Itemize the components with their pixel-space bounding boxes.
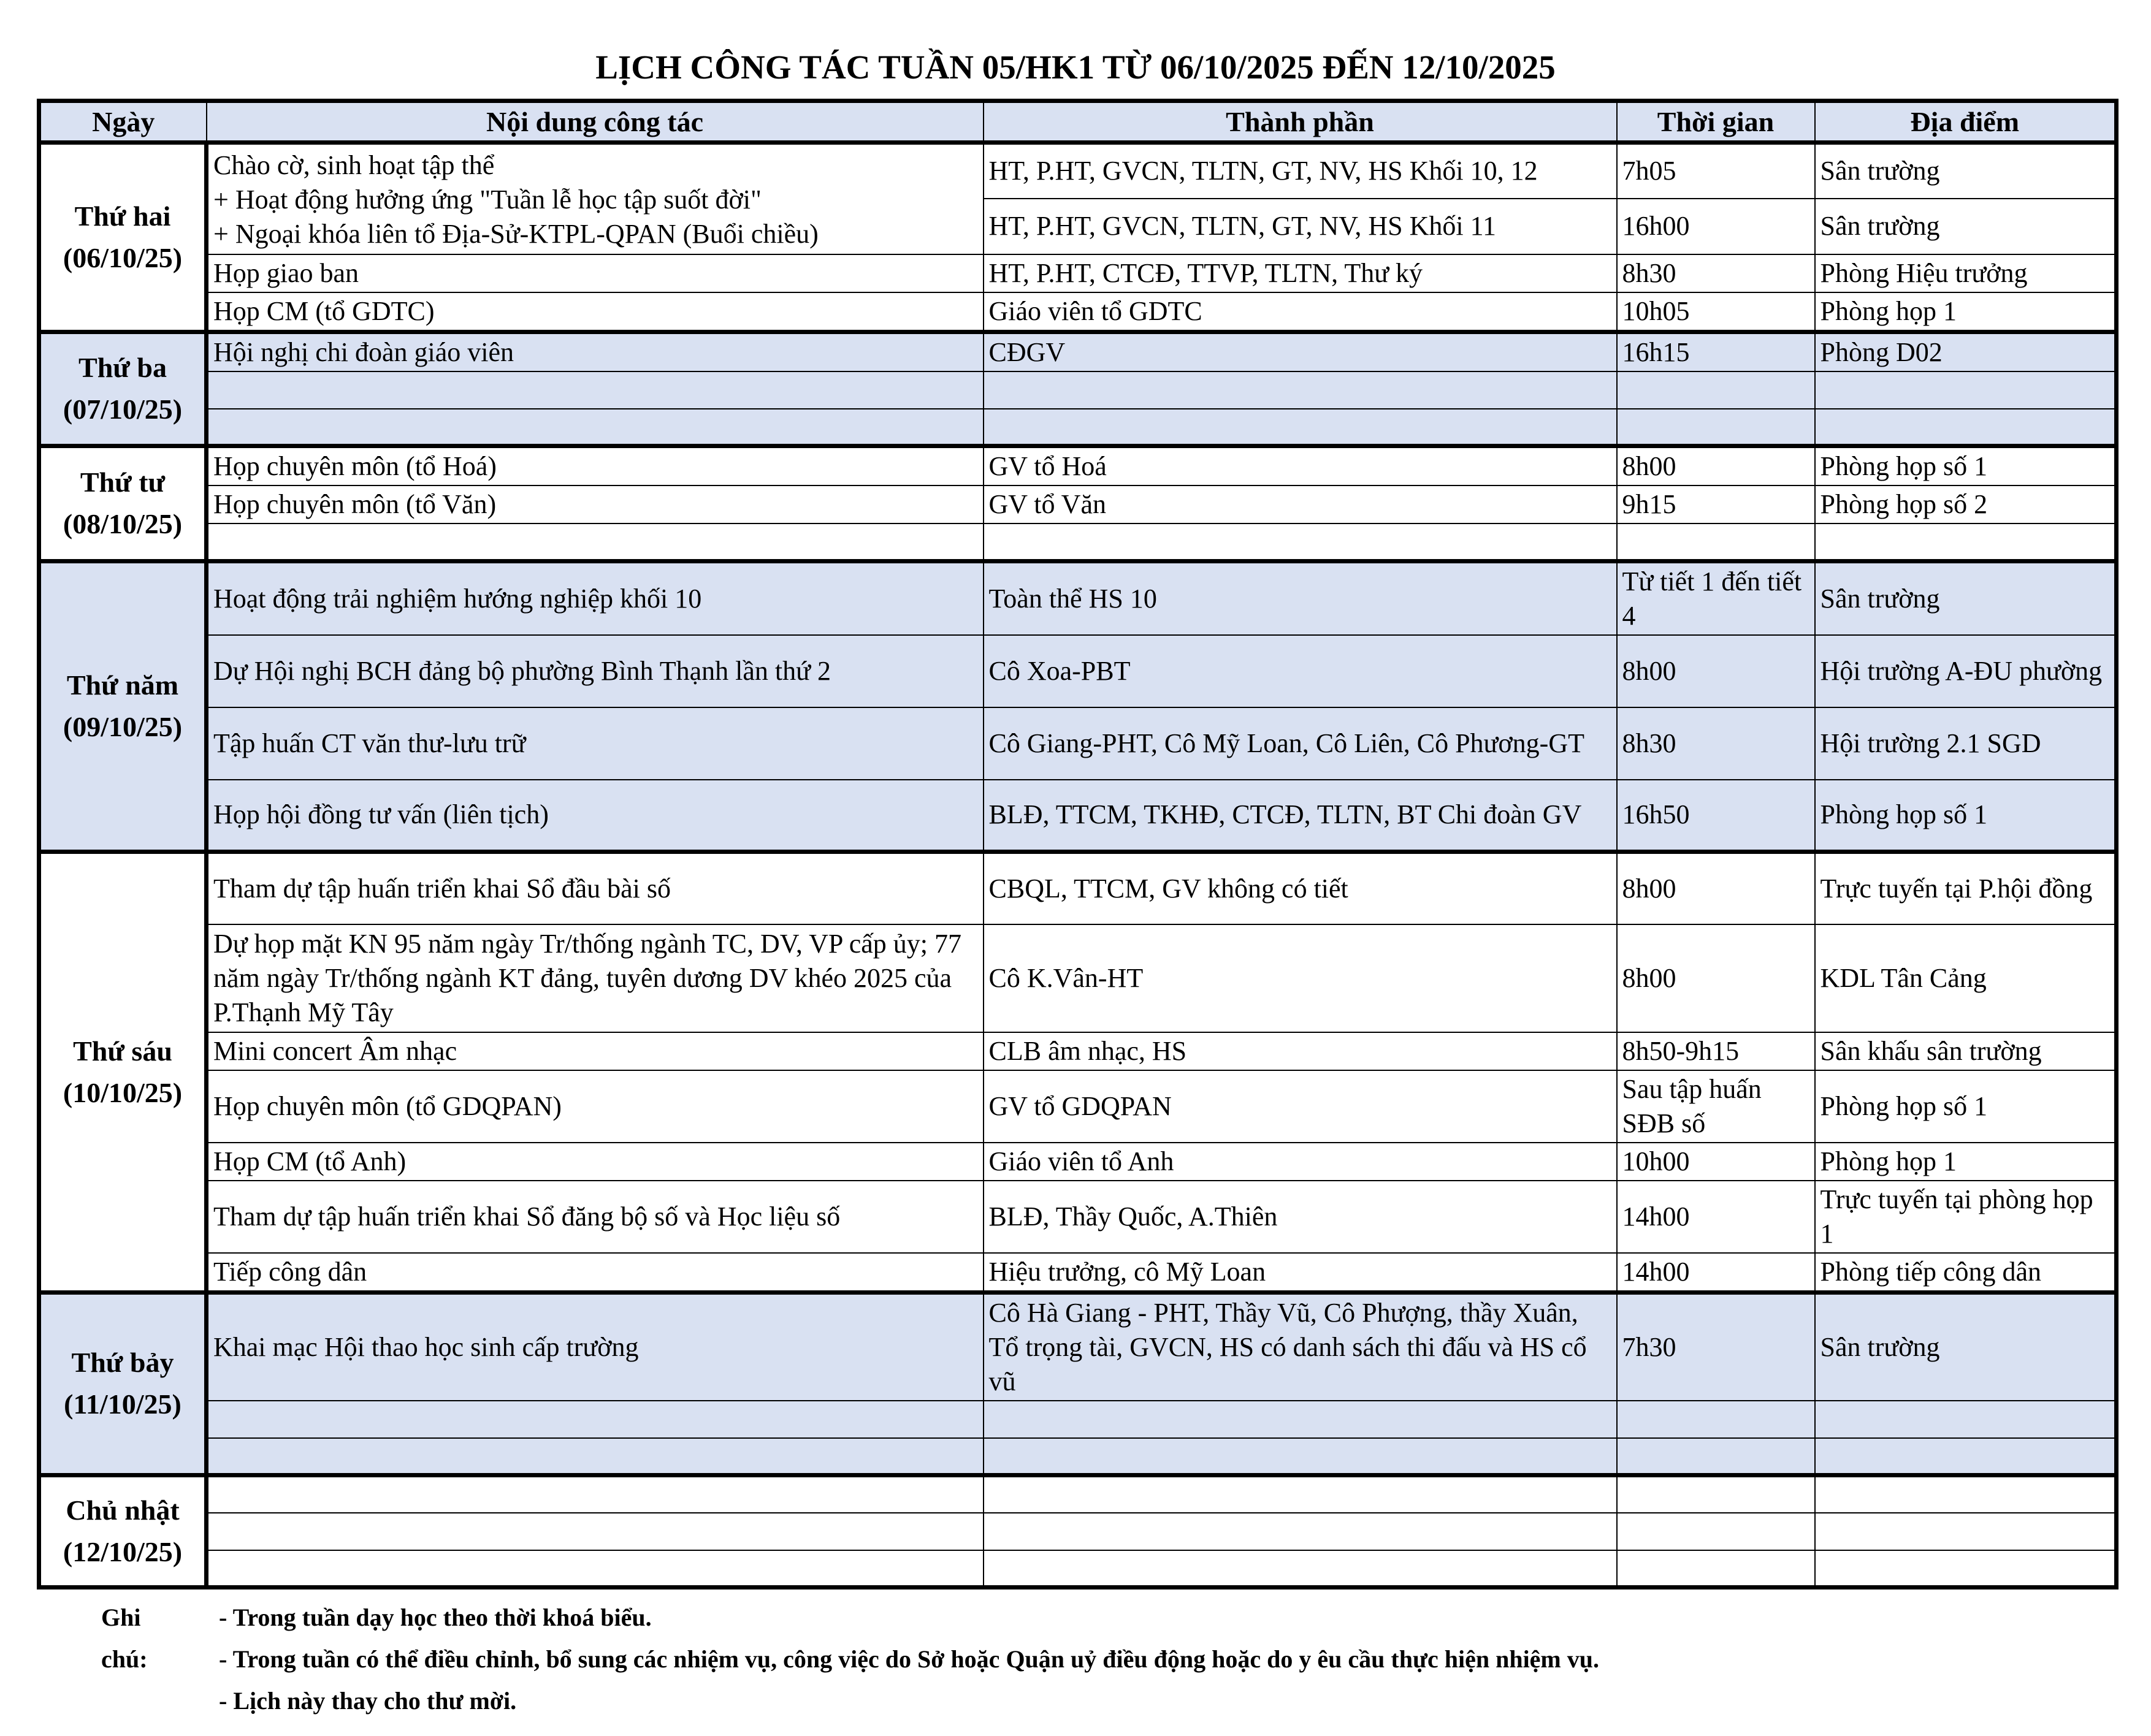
header-content: Nội dung công tác: [207, 101, 984, 143]
place-cell: KDL Tân Cảng: [1815, 924, 2117, 1032]
place-cell: Hội trường 2.1 SGD: [1815, 707, 2117, 780]
table-row: [39, 332, 2117, 371]
table-row: [39, 1070, 2117, 1143]
members-cell: [984, 1475, 1617, 1513]
day-name: Thứ năm: [66, 669, 179, 701]
day-cell-sunday: [39, 1475, 207, 1588]
table-row: [39, 1550, 2117, 1588]
header-row: [39, 101, 2117, 143]
header-members: Thành phần: [984, 101, 1617, 143]
time-cell: 8h30: [1617, 707, 1815, 780]
content-cell: Hội nghị chi đoàn giáo viên: [207, 332, 984, 371]
content-cell: Tham dự tập huấn triển khai Sổ đầu bài số: [207, 852, 984, 924]
content-cell: Dự Hội nghị BCH đảng bộ phường Bình Thạnh lần thứ 2: [207, 635, 984, 707]
table-row: [39, 1438, 2117, 1475]
members-cell: CBQL, TTCM, GV không có tiết: [984, 852, 1617, 924]
members-cell: BLĐ, Thầy Quốc, A.Thiên: [984, 1181, 1617, 1253]
time-cell: 8h00: [1617, 852, 1815, 924]
place-cell: [1815, 1438, 2117, 1475]
members-cell: Giáo viên tổ GDTC: [984, 292, 1617, 332]
table-row: [39, 1401, 2117, 1438]
day-cell-friday: [39, 852, 207, 1293]
place-cell: Sân trường: [1815, 143, 2117, 199]
content-cell: Khai mạc Hội thao học sinh cấp trường: [207, 1292, 984, 1401]
place-cell: [1815, 523, 2117, 561]
content-cell: [207, 1513, 984, 1550]
day-cell-tuesday: [39, 332, 207, 446]
time-cell: Sau tập huấn SĐB số: [1617, 1070, 1815, 1143]
place-cell: [1815, 1401, 2117, 1438]
members-cell: [984, 1550, 1617, 1588]
day-group-sunday: [39, 1475, 2117, 1588]
table-row: [39, 409, 2117, 446]
members-cell: CĐGV: [984, 332, 1617, 371]
notes-label: Ghi chú:: [101, 1604, 148, 1673]
day-name: Thứ ba: [78, 352, 167, 384]
members-cell: Cô Giang-PHT, Cô Mỹ Loan, Cô Liên, Cô Phương-GT: [984, 707, 1617, 780]
time-cell: 14h00: [1617, 1253, 1815, 1293]
content-cell: [207, 371, 984, 409]
day-group-saturday: [39, 1292, 2117, 1475]
table-row: [39, 523, 2117, 561]
day-name: Thứ sáu: [73, 1035, 172, 1067]
note-line: - Lịch này thay cho thư mời.: [219, 1687, 517, 1715]
members-cell: Toàn thể HS 10: [984, 561, 1617, 635]
day-name: Thứ tư: [80, 466, 166, 498]
place-cell: [1815, 409, 2117, 446]
content-cell: [207, 1475, 984, 1513]
time-cell: 10h00: [1617, 1143, 1815, 1181]
content-cell: [207, 523, 984, 561]
table-row: [39, 254, 2117, 292]
table-row: [39, 371, 2117, 409]
page-title: LỊCH CÔNG TÁC TUẦN 05/HK1 TỪ 06/10/2025 ĐẾN 12/10/2025: [595, 48, 1556, 86]
day-date: (09/10/25): [63, 711, 183, 743]
place-cell: Phòng họp 1: [1815, 1143, 2117, 1181]
day-date: (07/10/25): [63, 394, 183, 425]
members-cell: [984, 523, 1617, 561]
time-cell: 8h00: [1617, 635, 1815, 707]
place-cell: Phòng họp số 1: [1815, 446, 2117, 486]
day-group-tuesday: [39, 332, 2117, 446]
members-cell: GV tổ Văn: [984, 485, 1617, 523]
place-cell: Phòng Hiệu trưởng: [1815, 254, 2117, 292]
time-cell: 8h50-9h15: [1617, 1032, 1815, 1070]
members-cell: CLB âm nhạc, HS: [984, 1032, 1617, 1070]
members-cell: Cô K.Vân-HT: [984, 924, 1617, 1032]
place-cell: Phòng họp số 1: [1815, 780, 2117, 852]
content-cell: Tiếp công dân: [207, 1253, 984, 1293]
members-cell: HT, P.HT, GVCN, TLTN, GT, NV, HS Khối 10, 12: [984, 143, 1617, 199]
table-row: [39, 561, 2117, 635]
day-cell-monday: [39, 143, 207, 332]
place-cell: Trực tuyến tại phòng họp 1: [1815, 1181, 2117, 1253]
day-date: (08/10/25): [63, 508, 183, 540]
time-cell: [1617, 409, 1815, 446]
time-cell: [1617, 1550, 1815, 1588]
content-cell: Dự họp mặt KN 95 năm ngày Tr/thống ngành TC, DV, VP cấp ủy; 77 năm ngày Tr/thống ngành KT đảng, tuyên dương DV khéo 2025 của P.Thạnh Mỹ Tây: [207, 924, 984, 1032]
time-cell: [1617, 1475, 1815, 1513]
header-day: Ngày: [39, 101, 207, 143]
table-row: [39, 1253, 2117, 1293]
place-cell: [1815, 1475, 2117, 1513]
members-cell: GV tổ GDQPAN: [984, 1070, 1617, 1143]
content-cell: Họp chuyên môn (tổ GDQPAN): [207, 1070, 984, 1143]
table-row: [39, 635, 2117, 707]
content-cell: Chào cờ, sinh hoạt tập thể + Hoạt động hưởng ứng "Tuần lễ học tập suốt đời" + Ngoại khóa liên tổ Địa-Sử-KTPL-QPAN (Buổi chiều): [207, 143, 984, 254]
content-cell: Mini concert Âm nhạc: [207, 1032, 984, 1070]
day-cell-wednesday: [39, 446, 207, 562]
time-cell: 9h15: [1617, 485, 1815, 523]
table-row: [39, 1032, 2117, 1070]
table-header: [39, 101, 2117, 143]
place-cell: Phòng họp số 1: [1815, 1070, 2117, 1143]
table-row: [39, 485, 2117, 523]
table-row: [39, 780, 2117, 852]
content-cell: [207, 1401, 984, 1438]
content-cell: Họp hội đồng tư vấn (liên tịch): [207, 780, 984, 852]
members-cell: Cô Xoa-PBT: [984, 635, 1617, 707]
table-row: [39, 1475, 2117, 1513]
table-row: [39, 1143, 2117, 1181]
place-cell: Sân khấu sân trường: [1815, 1032, 2117, 1070]
members-cell: [984, 1513, 1617, 1550]
members-cell: [984, 409, 1617, 446]
place-cell: Phòng D02: [1815, 332, 2117, 371]
members-cell: GV tổ Hoá: [984, 446, 1617, 486]
place-cell: Sân trường: [1815, 1292, 2117, 1401]
day-date: (10/10/25): [63, 1076, 183, 1108]
place-cell: [1815, 371, 2117, 409]
members-cell: Hiệu trưởng, cô Mỹ Loan: [984, 1253, 1617, 1293]
day-group-wednesday: [39, 446, 2117, 562]
time-cell: 16h00: [1617, 199, 1815, 254]
time-cell: 8h00: [1617, 924, 1815, 1032]
content-cell: Họp chuyên môn (tổ Hoá): [207, 446, 984, 486]
place-cell: Sân trường: [1815, 199, 2117, 254]
time-cell: Từ tiết 1 đến tiết 4: [1617, 561, 1815, 635]
schedule-table: [37, 99, 2119, 1589]
table-row: [39, 1513, 2117, 1550]
table-row: [39, 852, 2117, 924]
members-cell: Cô Hà Giang - PHT, Thầy Vũ, Cô Phượng, thầy Xuân, Tổ trọng tài, GVCN, HS có danh sách thi đấu và HS cổ vũ: [984, 1292, 1617, 1401]
content-cell: [207, 1438, 984, 1475]
day-name: Thứ hai: [74, 200, 171, 232]
note-line: - Trong tuần có thể điều chỉnh, bổ sung các nhiệm vụ, công việc do Sở hoặc Quận uỷ điều động hoặc do y êu cầu thực hiện nhiệm vụ.: [219, 1645, 1599, 1673]
table-row: [39, 707, 2117, 780]
content-cell: [207, 409, 984, 446]
table-row: [39, 292, 2117, 332]
content-cell: Họp chuyên môn (tổ Văn): [207, 485, 984, 523]
table-row: [39, 446, 2117, 486]
day-group-monday: [39, 143, 2117, 332]
place-cell: [1815, 1513, 2117, 1550]
members-cell: Giáo viên tổ Anh: [984, 1143, 1617, 1181]
time-cell: [1617, 371, 1815, 409]
header-time: Thời gian: [1617, 101, 1815, 143]
place-cell: Phòng họp 1: [1815, 292, 2117, 332]
time-cell: 16h15: [1617, 332, 1815, 371]
table-row: [39, 1181, 2117, 1253]
day-name: Chủ nhật: [66, 1494, 180, 1526]
content-cell: Hoạt động trải nghiệm hướng nghiệp khối 10: [207, 561, 984, 635]
day-group-thursday: [39, 561, 2117, 852]
time-cell: [1617, 523, 1815, 561]
note-line: - Trong tuần dạy học theo thời khoá biểu.: [219, 1604, 652, 1631]
time-cell: 8h00: [1617, 446, 1815, 486]
content-cell: Tập huấn CT văn thư-lưu trữ: [207, 707, 984, 780]
members-cell: HT, P.HT, CTCĐ, TTVP, TLTN, Thư ký: [984, 254, 1617, 292]
day-cell-thursday: [39, 561, 207, 852]
content-cell: Họp CM (tổ GDTC): [207, 292, 984, 332]
place-cell: [1815, 1550, 2117, 1588]
day-date: (06/10/25): [63, 242, 183, 273]
members-cell: HT, P.HT, GVCN, TLTN, GT, NV, HS Khối 11: [984, 199, 1617, 254]
place-cell: Sân trường: [1815, 561, 2117, 635]
day-date: (11/10/25): [64, 1388, 181, 1420]
time-cell: [1617, 1401, 1815, 1438]
place-cell: Trực tuyến tại P.hội đồng: [1815, 852, 2117, 924]
time-cell: 16h50: [1617, 780, 1815, 852]
time-cell: 7h05: [1617, 143, 1815, 199]
time-cell: 14h00: [1617, 1181, 1815, 1253]
table-row: [39, 1292, 2117, 1401]
members-cell: [984, 1401, 1617, 1438]
content-cell: Họp CM (tổ Anh): [207, 1143, 984, 1181]
day-cell-saturday: [39, 1292, 207, 1475]
time-cell: [1617, 1513, 1815, 1550]
content-cell: Họp giao ban: [207, 254, 984, 292]
day-date: (12/10/25): [63, 1536, 183, 1567]
place-cell: Hội trường A-ĐU phường: [1815, 635, 2117, 707]
members-cell: [984, 1438, 1617, 1475]
content-cell: Tham dự tập huấn triển khai Sổ đăng bộ số và Học liệu số: [207, 1181, 984, 1253]
place-cell: Phòng họp số 2: [1815, 485, 2117, 523]
place-cell: Phòng tiếp công dân: [1815, 1253, 2117, 1293]
time-cell: 7h30: [1617, 1292, 1815, 1401]
header-place: Địa điểm: [1815, 101, 2117, 143]
time-cell: 8h30: [1617, 254, 1815, 292]
members-cell: [984, 371, 1617, 409]
table-row: [39, 143, 2117, 199]
time-cell: [1617, 1438, 1815, 1475]
members-cell: BLĐ, TTCM, TKHĐ, CTCĐ, TLTN, BT Chi đoàn GV: [984, 780, 1617, 852]
day-group-friday: [39, 852, 2117, 1293]
table-row: [39, 924, 2117, 1032]
day-name: Thứ bảy: [71, 1347, 174, 1379]
content-cell: [207, 1550, 984, 1588]
time-cell: 10h05: [1617, 292, 1815, 332]
